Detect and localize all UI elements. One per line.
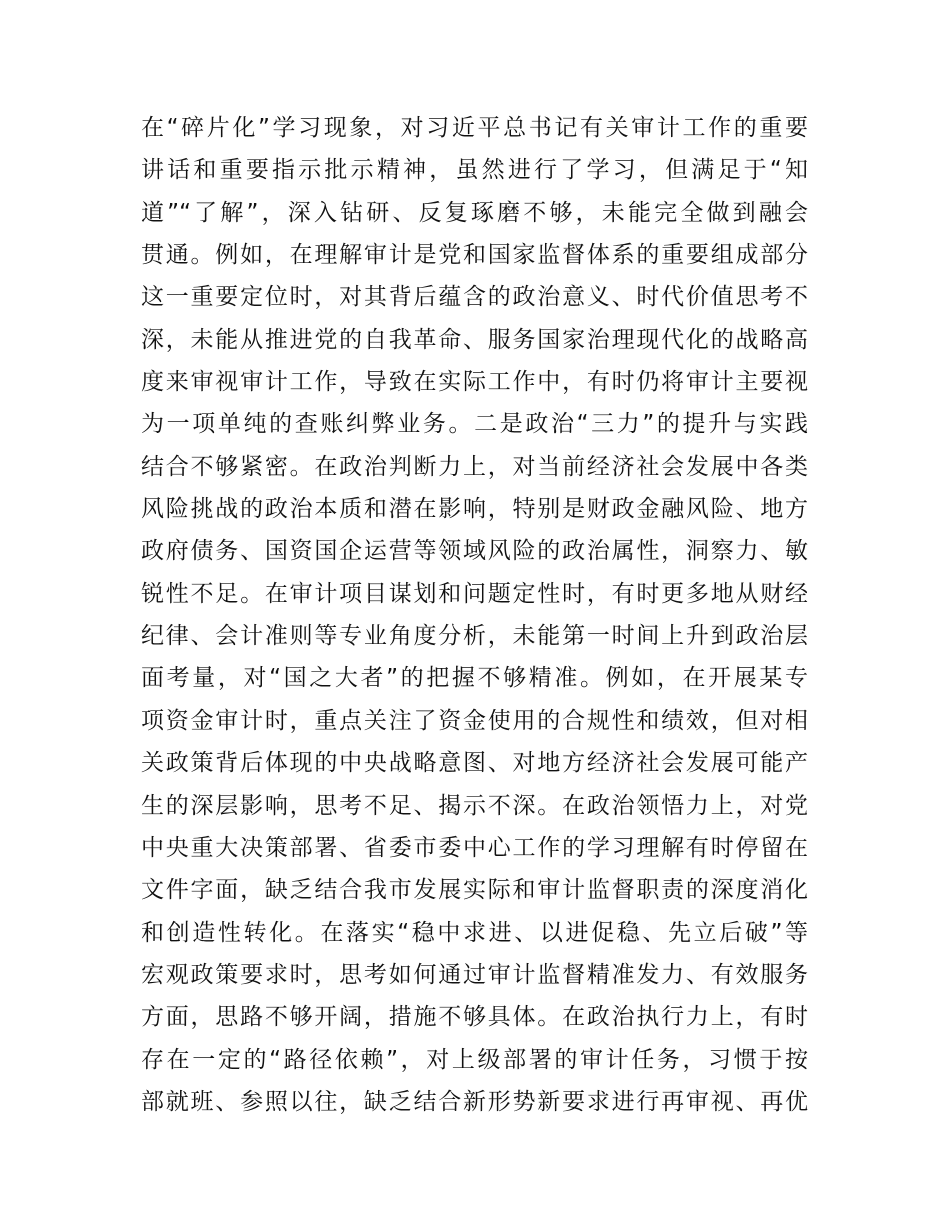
text-line-6: 深，未能从推进党的自我革命、服务国家治理现代化的战略高 bbox=[141, 326, 808, 353]
text-line-12: 锐性不足。在审计项目谋划和问题定性时，有时更多地从财经 bbox=[141, 580, 808, 607]
text-line-7: 度来审视审计工作，导致在实际工作中，有时仍将审计主要视 bbox=[141, 369, 808, 396]
text-line-20: 和创造性转化。在落实“稳中求进、以进促稳、先立后破”等 bbox=[141, 919, 808, 946]
text-line-14: 面考量，对“国之大者”的把握不够精准。例如，在开展某专 bbox=[141, 665, 808, 692]
text-line-13: 纪律、会计准则等专业角度分析，未能第一时间上升到政治层 bbox=[141, 623, 808, 650]
text-line-15: 项资金审计时，重点关注了资金使用的合规性和绩效，但对相 bbox=[141, 707, 808, 734]
text-line-22: 方面，思路不够开阔，措施不够具体。在政治执行力上，有时 bbox=[141, 1004, 808, 1031]
body-paragraph bbox=[141, 110, 808, 1126]
text-line-4: 贯通。例如，在理解审计是党和国家监督体系的重要组成部分 bbox=[141, 242, 808, 269]
text-line-5: 这一重要定位时，对其背后蕴含的政治意义、时代价值思考不 bbox=[141, 284, 808, 311]
text-line-1: 在“碎片化”学习现象，对习近平总书记有关审计工作的重要 bbox=[141, 115, 808, 141]
text-line-16: 关政策背后体现的中央战略意图、对地方经济社会发展可能产 bbox=[141, 750, 808, 777]
text-line-11: 政府债务、国资国企运营等领域风险的政治属性，洞察力、敏 bbox=[141, 538, 808, 565]
text-line-21: 宏观政策要求时，思考如何通过审计监督精准发力、有效服务 bbox=[141, 961, 808, 988]
text-line-2: 讲话和重要指示批示精神，虽然进行了学习，但满足于“知 bbox=[141, 157, 808, 184]
text-line-10: 风险挑战的政治本质和潜在影响，特别是财政金融风险、地方 bbox=[141, 496, 808, 523]
text-line-3: 道”“了解”，深入钻研、反复琢磨不够，未能完全做到融会 bbox=[141, 199, 808, 226]
text-line-18: 中央重大决策部署、省委市委中心工作的学习理解有时停留在 bbox=[141, 834, 808, 861]
text-line-8: 为一项单纯的查账纠弊业务。二是政治“三力”的提升与实践 bbox=[141, 411, 808, 438]
text-line-23: 存在一定的“路径依赖”，对上级部署的审计任务，习惯于按 bbox=[141, 1046, 808, 1073]
text-line-9: 结合不够紧密。在政治判断力上，对当前经济社会发展中各类 bbox=[141, 453, 808, 480]
text-line-17: 生的深层影响，思考不足、揭示不深。在政治领悟力上，对党 bbox=[141, 792, 808, 819]
text-line-24: 部就班、参照以往，缺乏结合新形势新要求进行再审视、再优 bbox=[141, 1088, 808, 1115]
text-line-19: 文件字面，缺乏结合我市发展实际和审计监督职责的深度消化 bbox=[141, 877, 808, 904]
